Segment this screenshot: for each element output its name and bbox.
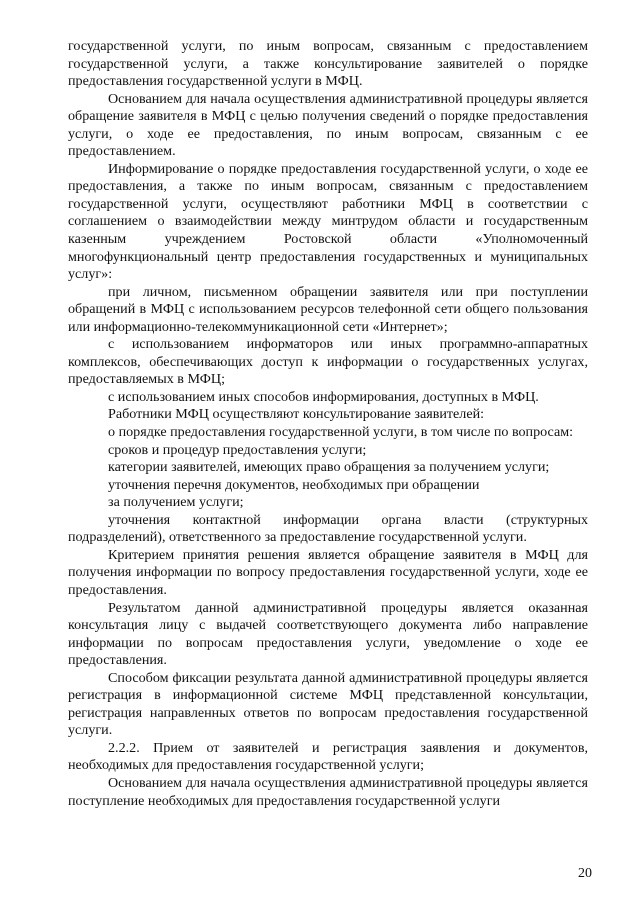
paragraph-8: о порядке предоставления государственной услуги, в том числе по вопросам: [108, 424, 574, 441]
paragraph-14: Критерием принятия решения является обращение заявителя в МФЦ для получения информации по вопросу предоставления государственной услуги, ходе ее предоставления. [68, 546, 588, 598]
paragraph-9: сроков и процедур предоставления услуги; [108, 441, 367, 458]
paragraph-10: категории заявителей, имеющих право обращения за получением услуги; [108, 459, 550, 476]
paragraph-4: при личном, письменном обращении заявителя или при поступлении обращений в МФЦ с использованием ресурсов телефонной сети общего пользования или информационно-телекоммуникационной сети «Интернет»; [68, 283, 588, 335]
paragraph-1: государственной услуги, по иным вопросам, связанным с предоставлением государственной услуги, а также консультирование заявителей о порядке предоставления государственной услуги в МФЦ. [68, 38, 588, 90]
paragraph-12: за получением услуги; [108, 494, 244, 511]
paragraph-7: Работники МФЦ осуществляют консультирование заявителей: [108, 406, 485, 423]
paragraph-13: уточнения контактной информации органа власти (структурных подразделений), ответственного за предоставление государственной услуги. [68, 511, 588, 546]
paragraph-18: Основанием для начала осуществления административной процедуры является поступление необходимых для предоставления государственной услуги [68, 774, 588, 809]
paragraph-16: Способом фиксации результата данной административной процедуры является регистрация в информационной системе МФЦ представленной консультации, регистрация направленных ответов по вопросам предоставления государственной услуги. [68, 669, 588, 739]
page-number: 20 [578, 866, 592, 881]
paragraph-17: 2.2.2. Прием от заявителей и регистрация заявления и документов, необходимых для предоставления государственной услуги; [68, 739, 588, 774]
document-body [68, 38, 588, 810]
paragraph-3: Информирование о порядке предоставления государственной услуги, о ходе ее предоставления, а также по иным вопросам, связанным с предоставлением государственной услуги, осуществляют работники МФЦ в соответствии с соглашением о взаимодействии между минтрудом области и государственным казенным учреждением Ростовской области «Уполномоченный многофункциональный центр предоставления государственных и муниципальных услуг»: [68, 160, 588, 283]
paragraph-6: с использованием иных способов информирования, доступных в МФЦ. [108, 388, 539, 405]
paragraph-11: уточнения перечня документов, необходимых при обращении [108, 476, 480, 493]
paragraph-5: с использованием информаторов или иных программно-аппаратных комплексов, обеспечивающих доступ к информации о государственных услугах, предоставляемых в МФЦ; [68, 336, 588, 388]
paragraph-15: Результатом данной административной процедуры является оказанная консультация лицу с выдачей соответствующего документа либо направление информации по вопросам предоставления услуги, уведомление о ходе ее предоставления. [68, 599, 588, 669]
paragraph-2: Основанием для начала осуществления административной процедуры является обращение заявителя в МФЦ с целью получения сведений о порядке предоставления услуги, о ходе ее предоставления, по иным вопросам, связанным с ее предоставлением. [68, 90, 588, 160]
